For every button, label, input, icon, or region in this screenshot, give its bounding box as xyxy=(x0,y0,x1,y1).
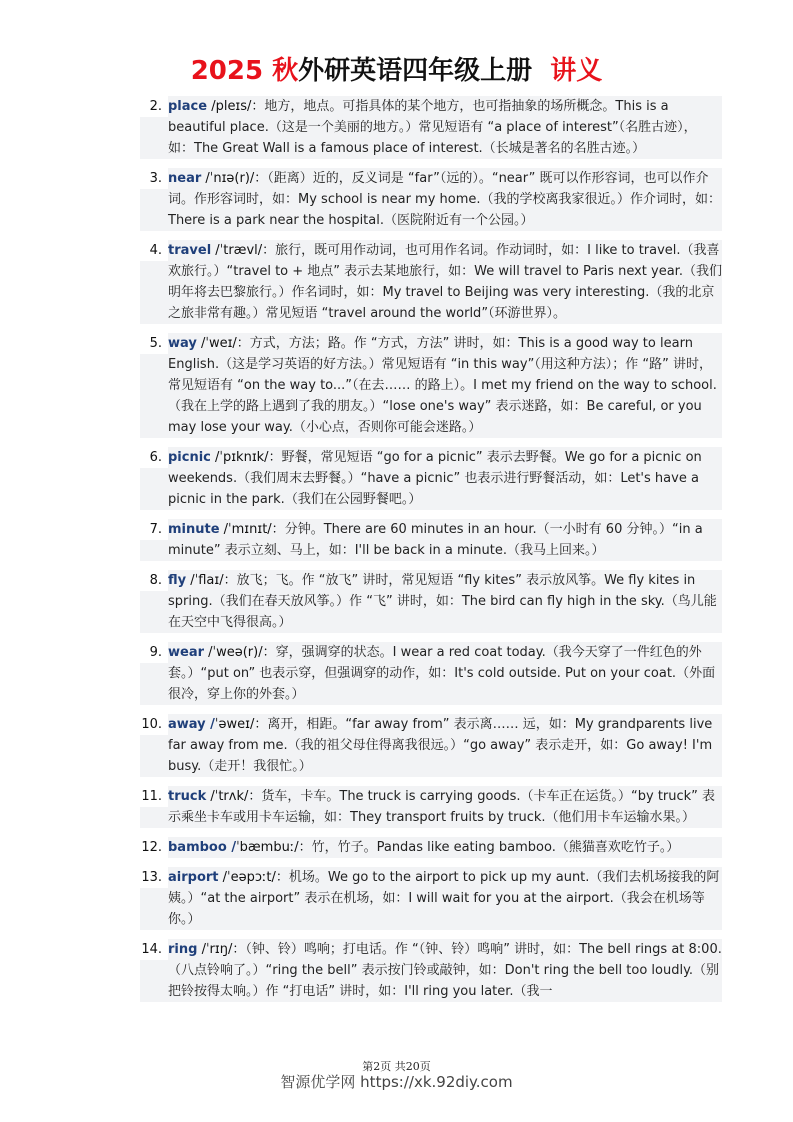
entry-word: bamboo / xyxy=(168,840,237,855)
entry-phonetic: ˈəweɪ/： xyxy=(214,717,268,732)
entry-word: minute xyxy=(168,522,220,537)
title-main: 外研英语四年级上册 xyxy=(298,56,533,86)
entry-word: away / xyxy=(168,717,215,732)
vocab-entry xyxy=(140,96,722,159)
vocab-entry xyxy=(140,519,722,561)
entry-number: 2. xyxy=(140,96,168,117)
entry-word: travel xyxy=(168,243,212,258)
entry-number: 8. xyxy=(140,570,168,591)
title-year: 2025 秋 xyxy=(190,56,299,86)
entry-word: airport xyxy=(168,870,219,885)
entry-word: way xyxy=(168,336,197,351)
entry-number: 4. xyxy=(140,240,168,261)
vocabulary-list xyxy=(140,96,722,1011)
vocab-entry xyxy=(140,714,722,777)
entry-explanation: 野餐，常见短语 “go for a picnic” 表示去野餐。We go for a picnic on weekends.（我们周末去野餐。）“have a picnic” 也表示进行野餐活动，如：Let's have a picnic in the park.（我们在公园野餐吧。） xyxy=(168,450,702,507)
entry-explanation: 旅行，既可用作动词，也可用作名词。作动词时，如：I like to travel.（我喜欢旅行。）“travel to + 地点” 表示去某地旅行，如：We will travel to Paris next year.（我们明年将去巴黎旅行。）作名词时，如：My travel to Beijing was very interesting.（我的北京之旅非常有趣。）常见短语 “travel around the world”（环游世界）。 xyxy=(168,243,722,321)
entry-phonetic: /ˈtrævl/： xyxy=(211,243,276,258)
entry-phonetic: /ˈtrʌk/： xyxy=(206,789,262,804)
vocab-entry xyxy=(140,447,722,510)
entry-word: place xyxy=(168,99,208,114)
entry-explanation: （距离）近的，反义词是 “far”（远的）。“near” 既可以作形容词，也可以作介词。作形容词时，如：My school is near my home.（我的学校离我家很近。）作介词时，如：There is a park near the hospital.（医院附近有一个公园。） xyxy=(168,171,722,228)
entry-number: 3. xyxy=(140,168,168,189)
entry-phonetic: /pleɪs/： xyxy=(207,99,265,114)
title-suffix: 讲义 xyxy=(550,56,603,86)
entry-number: 9. xyxy=(140,642,168,663)
vocab-entry xyxy=(140,333,722,438)
entry-phonetic: /ˈeəpɔːt/： xyxy=(218,870,289,885)
entry-word: picnic xyxy=(168,450,211,465)
entry-word: wear xyxy=(168,645,205,660)
entry-explanation: 方式，方法；路。作 “方式，方法” 讲时，如：This is a good way to learn English.（这是学习英语的好方法。）常见短语有 “in this way”（用这种方法）；作 “路” 讲时，常见短语有 “on the way to...”（在去…… 的路上）。I met my friend on the way to school.（我在上学的路上遇到了我的朋友。）“lose one's way” 表示迷路，如：Be careful, or you may lose your way.（小心点，否则你可能会迷路。） xyxy=(168,336,717,435)
page-number: 第2页 共20页 xyxy=(362,1060,431,1073)
entry-explanation: 放飞；飞。作 “放飞” 讲时，常见短语 “fly kites” 表示放风筝。We fly kites in spring.（我们在春天放风筝。）作 “飞” 讲时，如：The bird can fly high in the sky.（鸟儿能在天空中飞得很高。） xyxy=(168,573,717,630)
entry-phonetic: /ˈflaɪ/： xyxy=(186,573,237,588)
vocab-entry xyxy=(140,786,722,828)
entry-phonetic: /ˈnɪə(r)/： xyxy=(201,171,268,186)
entry-phonetic: /ˈweɪ/： xyxy=(196,336,250,351)
document-title xyxy=(0,54,793,88)
entry-number: 13. xyxy=(140,867,168,888)
entry-word: ring xyxy=(168,942,198,957)
entry-phonetic: /ˈrɪŋ/： xyxy=(197,942,246,957)
entry-explanation: 分钟。There are 60 minutes in an hour.（一小时有 60 分钟。）“in a minute” 表示立刻、马上，如：I'll be back in a minute.（我马上回来。） xyxy=(168,522,703,558)
entry-number: 7. xyxy=(140,519,168,540)
vocab-entry xyxy=(140,168,722,231)
vocab-entry xyxy=(140,642,722,705)
vocab-entry xyxy=(140,240,722,324)
entry-word: fly xyxy=(168,573,187,588)
entry-explanation: 竹，竹子。Pandas like eating bamboo.（熊猫喜欢吃竹子。） xyxy=(311,840,680,855)
entry-number: 14. xyxy=(140,939,168,960)
entry-explanation: 机场。We go to the airport to pick up my aunt.（我们去机场接我的阿姨。）“at the airport” 表示在机场，如：I will wait for you at the airport.（我会在机场等你。） xyxy=(168,870,720,927)
vocab-entry xyxy=(140,867,722,930)
entry-phonetic: /ˈpɪknɪk/： xyxy=(210,450,282,465)
entry-number: 5. xyxy=(140,333,168,354)
entry-word: truck xyxy=(168,789,207,804)
entry-explanation: 穿，强调穿的状态。I wear a red coat today.（我今天穿了一件红色的外套。）“put on” 也表示穿，但强调穿的动作，如：It's cold outside. Put on your coat.（外面很冷，穿上你的外套。） xyxy=(168,645,716,702)
entry-explanation: （钟、铃）鸣响；打电话。作 “（钟、铃）鸣响” 讲时，如：The bell rings at 8:00.（八点铃响了。）“ring the bell” 表示按门铃或敲钟，如：Don't ring the bell too loudly.（别把铃按得太响。）作 “打电话” 讲时，如：I'll ring you later.（我一 xyxy=(168,942,722,999)
entry-explanation: 离开，相距。“far away from” 表示离…… 远，如：My grandparents live far away from me.（我的祖父母住得离我很远。）“go away” 表示走开，如：Go away! I'm busy.（走开！我很忙。） xyxy=(168,717,713,774)
entry-phonetic: ˈbæmbuː/： xyxy=(236,840,312,855)
entry-number: 11. xyxy=(140,786,168,807)
vocab-entry xyxy=(140,570,722,633)
site-watermark: 智源优学网 https://xk.92diy.com xyxy=(280,1073,513,1091)
entry-number: 12. xyxy=(140,837,168,858)
vocab-entry xyxy=(140,837,722,858)
entry-number: 6. xyxy=(140,447,168,468)
entry-explanation: 货车，卡车。The truck is carrying goods.（卡车正在运货。）“by truck” 表示乘坐卡车或用卡车运输，如：They transport fruits by truck.（他们用卡车运输水果。） xyxy=(168,789,716,825)
vocab-entry xyxy=(140,939,722,1002)
entry-number: 10. xyxy=(140,714,168,735)
entry-phonetic: /ˈmɪnɪt/： xyxy=(219,522,285,537)
entry-explanation: 地方，地点。可指具体的某个地方，也可指抽象的场所概念。This is a beautiful place.（这是一个美丽的地方。）常见短语有 “a place of interest”（名胜古迹），如：The Great Wall is a famous place of interest.（长城是著名的名胜古迹。） xyxy=(168,99,697,156)
entry-word: near xyxy=(168,171,202,186)
entry-phonetic: /ˈweə(r)/： xyxy=(204,645,276,660)
